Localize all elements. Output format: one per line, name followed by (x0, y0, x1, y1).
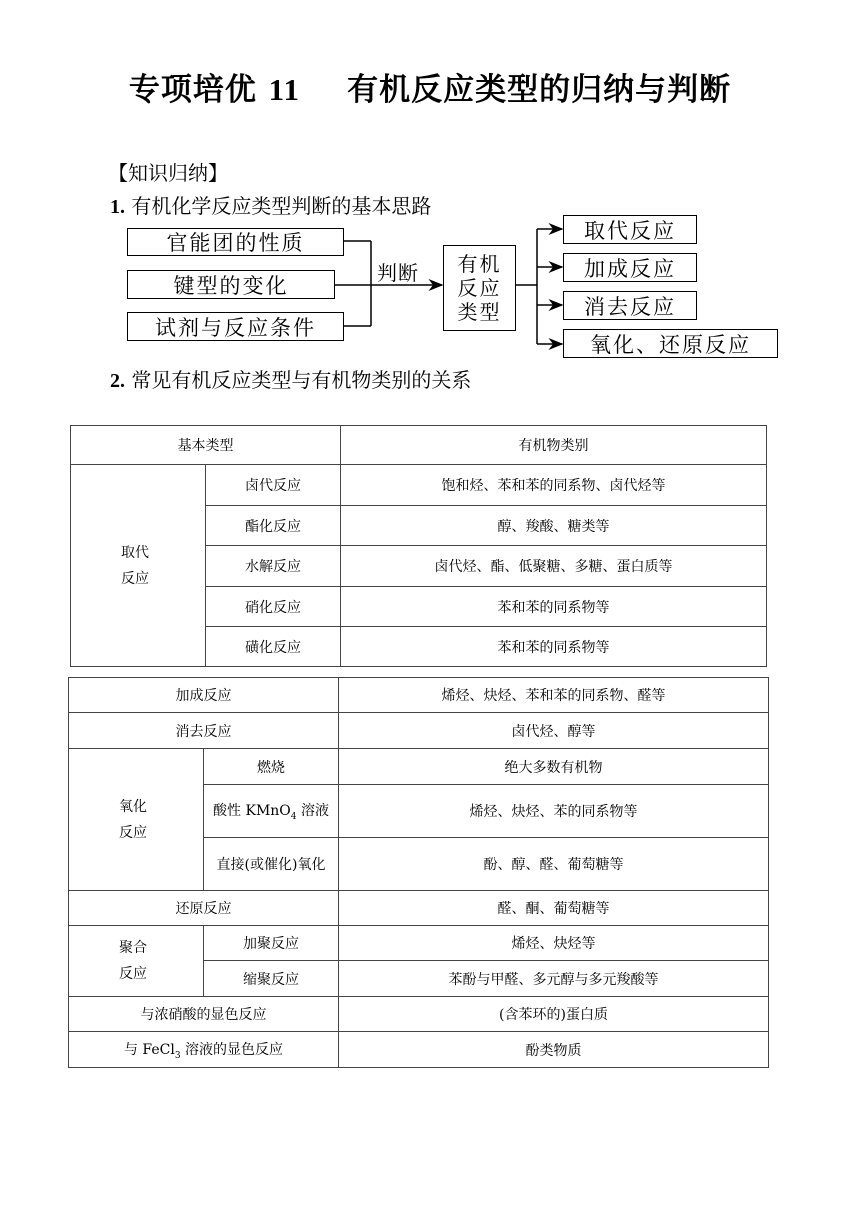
input-box-reagents-conditions: 试剂与反应条件 (127, 312, 344, 341)
reaction-type (69, 1032, 339, 1068)
reaction-type: 直接(或催化)氧化 (204, 838, 339, 891)
reaction-type: 还原反应 (69, 891, 339, 926)
table-row (69, 713, 769, 749)
organic-category: 醛、酮、葡萄糖等 (339, 891, 769, 926)
organic-category: 苯酚与甲醛、多元醇与多元羧酸等 (339, 961, 769, 997)
center-box (443, 245, 516, 331)
table-row (71, 465, 767, 506)
group-label-line-2: 反应 (121, 570, 149, 587)
reaction-type (204, 785, 339, 838)
reaction-type: 消去反应 (69, 713, 339, 749)
section-tag: 【知识归纳】 (108, 161, 228, 185)
center-line-1: 有机 (457, 252, 502, 276)
organic-category: 卤代烃、酯、低聚糖、多糖、蛋白质等 (341, 546, 767, 587)
group-substitution (71, 465, 206, 667)
output-box-redox: 氧化、还原反应 (563, 329, 778, 358)
output-box-elimination: 消去反应 (563, 291, 697, 320)
reaction-type: 磺化反应 (206, 627, 341, 667)
center-line-3: 类型 (457, 300, 502, 324)
organic-category: 烯烃、炔烃等 (339, 926, 769, 961)
table-row (69, 891, 769, 926)
output-box-addition: 加成反应 (563, 253, 697, 282)
heading-1-text: 有机化学反应类型判断的基本思路 (131, 194, 432, 218)
organic-category: (含苯环的)蛋白质 (339, 997, 769, 1032)
reaction-type: 燃烧 (204, 749, 339, 785)
title-number: 11 (268, 72, 300, 107)
reaction-type: 水解反应 (206, 546, 341, 587)
organic-category: 烯烃、炔烃、苯的同系物等 (339, 785, 769, 838)
organic-category: 酚类物质 (339, 1032, 769, 1068)
reaction-type: 缩聚反应 (204, 961, 339, 997)
organic-category: 烯烃、炔烃、苯和苯的同系物、醛等 (339, 678, 769, 713)
heading-2-number: 2 (110, 370, 120, 392)
heading-2: 2. 常见有机反应类型与有机物类别的关系 (110, 368, 472, 392)
group-polymerization (69, 926, 204, 997)
reaction-type: 加聚反应 (204, 926, 339, 961)
output-box-substitution: 取代反应 (563, 215, 697, 244)
reaction-type: 卤代反应 (206, 465, 341, 506)
fecl3-text: 与 FeCl (123, 1041, 175, 1058)
kmno4-text-post: 溶液 (296, 803, 329, 820)
organic-category: 饱和烃、苯和苯的同系物、卤代烃等 (341, 465, 767, 506)
title-main: 有机反应类型的归纳与判断 (347, 72, 732, 108)
reaction-type: 与浓硝酸的显色反应 (69, 997, 339, 1032)
kmno4-subscript: 4 (290, 811, 297, 822)
table-header-row (71, 426, 767, 465)
table-row (69, 1032, 769, 1068)
organic-category: 卤代烃、醇等 (339, 713, 769, 749)
heading-2-text: 常见有机反应类型与有机物类别的关系 (131, 368, 472, 392)
reaction-type: 酯化反应 (206, 506, 341, 546)
reaction-type: 硝化反应 (206, 587, 341, 627)
organic-category: 绝大多数有机物 (339, 749, 769, 785)
group-oxidation (69, 749, 204, 891)
header-basic-type: 基本类型 (71, 426, 341, 465)
heading-1-number: 1 (110, 196, 120, 218)
organic-category: 苯和苯的同系物等 (341, 627, 767, 667)
heading-1: 1. 有机化学反应类型判断的基本思路 (110, 194, 432, 218)
table-row (69, 997, 769, 1032)
group-label-line-2: 反应 (119, 824, 147, 841)
input-box-functional-group: 官能团的性质 (127, 228, 344, 256)
center-line-2: 反应 (457, 276, 502, 300)
table-row (69, 926, 769, 961)
group-label-line-2: 反应 (119, 966, 147, 982)
table-row (69, 678, 769, 713)
organic-category: 醇、羧酸、糖类等 (341, 506, 767, 546)
fecl3-subscript: 3 (174, 1050, 181, 1061)
kmno4-text: 酸性 KMnO (213, 803, 291, 820)
table-substitution (70, 425, 767, 667)
group-label-line-1: 取代 (121, 544, 149, 561)
group-label-line-1: 聚合 (119, 940, 147, 956)
table-other-reactions (68, 677, 769, 1068)
organic-category: 酚、醇、醛、葡萄糖等 (339, 838, 769, 891)
arrow-label: 判断 (377, 261, 419, 285)
fecl3-text-post: 溶液的显色反应 (180, 1041, 284, 1058)
header-category: 有机物类别 (341, 426, 767, 465)
organic-category: 苯和苯的同系物等 (341, 587, 767, 627)
input-box-bond-change: 键型的变化 (127, 270, 335, 299)
group-label-line-1: 氧化 (119, 798, 147, 815)
table-row (69, 749, 769, 785)
reaction-type: 加成反应 (69, 678, 339, 713)
title-prefix: 专项培优 (128, 72, 257, 108)
